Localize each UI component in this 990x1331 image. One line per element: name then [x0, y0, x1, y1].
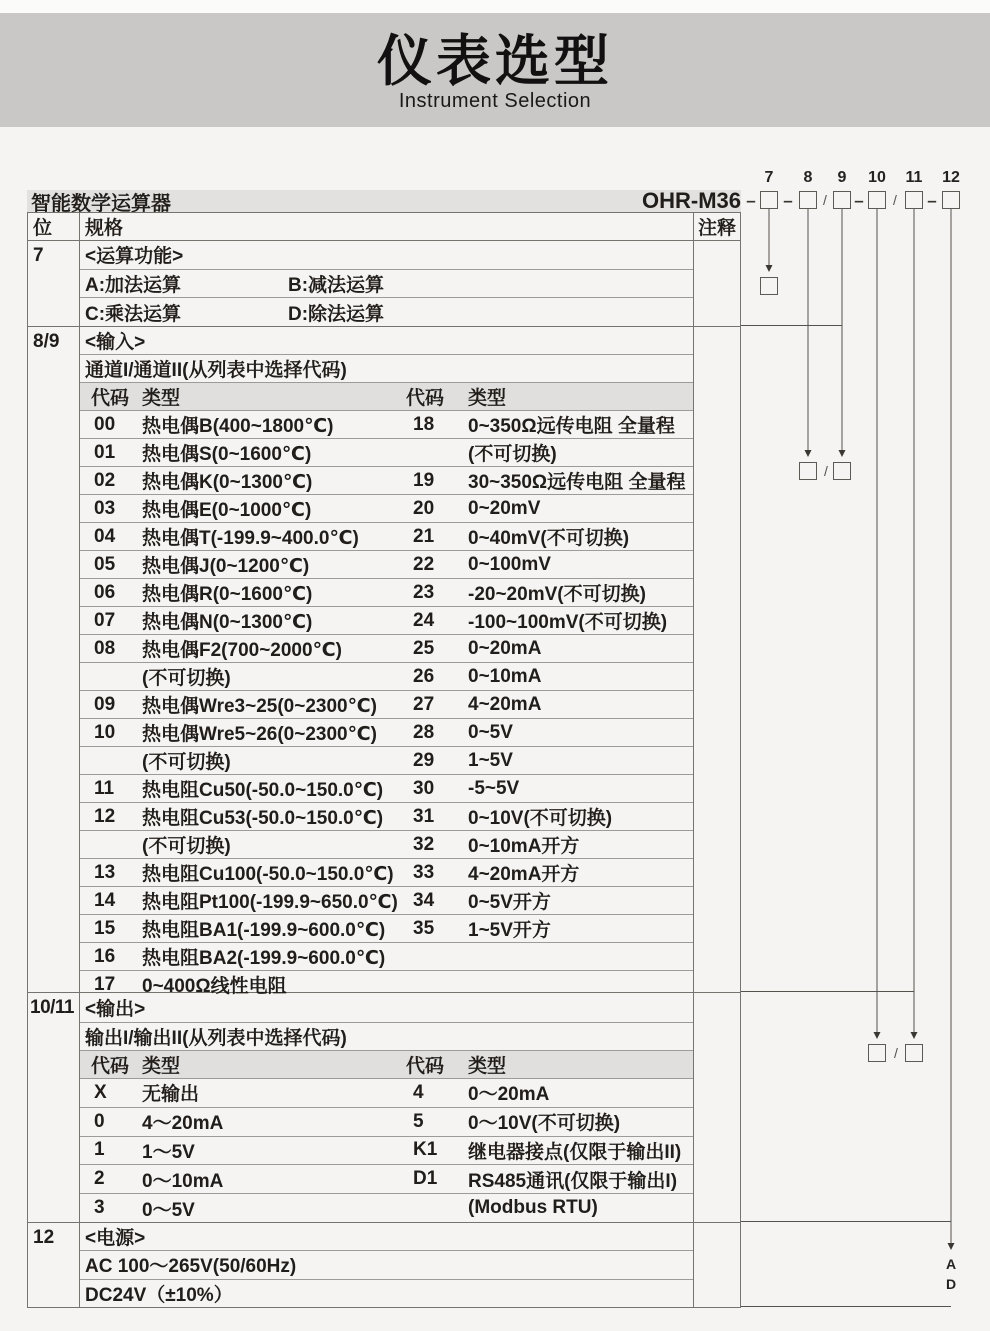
connector-8 — [805, 209, 812, 457]
type-cell: 热电阻BA1(-199.9~600.0℃) — [142, 920, 386, 941]
type-cell: (不可切换) — [468, 444, 557, 465]
output-code-row — [80, 1165, 693, 1194]
type-cell: 0~40mV(不可切换) — [468, 528, 630, 549]
input-code-row — [80, 663, 693, 691]
col-code-2: 代码 — [406, 1056, 445, 1077]
code-cell: 29 — [413, 749, 435, 771]
function-options-cd — [80, 298, 693, 326]
note-cell — [694, 993, 740, 1222]
note-cell — [694, 327, 740, 992]
type-cell: (不可切换) — [142, 668, 231, 689]
type-cell: 0~20mA — [468, 637, 542, 659]
output-code-row — [80, 1079, 693, 1108]
digit-label-9: 9 — [837, 169, 847, 186]
section-title: <输出> — [80, 993, 693, 1023]
answer-box-7 — [760, 277, 778, 295]
code-cell: D1 — [413, 1168, 438, 1190]
code-cell: 28 — [413, 721, 435, 743]
header-note: 注释 — [697, 218, 736, 239]
type-cell: 0~20mV — [468, 497, 541, 519]
power-option-a: A — [945, 1256, 957, 1272]
section-power — [28, 1223, 740, 1307]
type-cell: 0~350Ω远传电阻 全量程 — [468, 416, 675, 437]
code-cell: 5 — [413, 1110, 424, 1132]
type-cell: 0~5V开方 — [468, 892, 551, 913]
input-code-row — [80, 943, 693, 971]
type-cell: 0~400Ω线性电阻 — [142, 976, 287, 997]
code-cell: 30 — [413, 777, 435, 799]
col-code-1: 代码 — [91, 1056, 130, 1077]
code-box-11 — [905, 191, 923, 209]
type-cell: 热电阻Cu100(-50.0~150.0℃) — [142, 864, 394, 885]
answer-slash-10-11: / — [894, 1045, 898, 1061]
page-title: 仪表选型 — [376, 30, 613, 92]
type-cell: 0～10V(不可切换) — [468, 1113, 621, 1135]
code-cell: 25 — [413, 637, 435, 659]
type-cell: 继电器接点(仅限于输出II) — [468, 1141, 682, 1163]
type-cell: 0~5V — [468, 721, 513, 743]
type-cell: 热电偶F2(700~2000℃) — [142, 640, 342, 661]
code-cell: 09 — [94, 693, 116, 715]
input-code-row — [80, 411, 693, 439]
output-code-row — [80, 1137, 693, 1166]
input-code-row — [80, 495, 693, 523]
bit-label: 7 — [28, 241, 80, 326]
code-cell: 12 — [94, 805, 116, 827]
type-cell: 热电偶B(400~1800℃) — [142, 416, 334, 437]
product-band — [27, 188, 741, 215]
code-box-7 — [760, 191, 778, 209]
selection-table — [27, 212, 741, 1308]
type-cell: -100~100mV(不可切换) — [468, 612, 668, 633]
code-cell: 18 — [413, 413, 435, 435]
type-cell: 0～5V — [142, 1199, 195, 1221]
note-cell — [694, 241, 740, 326]
code-cell: 0 — [94, 1110, 105, 1132]
code-cell: 23 — [413, 581, 435, 603]
type-cell: 0～10mA — [142, 1170, 224, 1192]
type-cell: 0~10V(不可切换) — [468, 808, 613, 829]
option-multiply: C:乘法运算 — [85, 303, 182, 325]
type-cell: 热电偶Wre5~26(0~2300℃) — [142, 724, 377, 745]
input-code-row — [80, 803, 693, 831]
input-code-row — [80, 859, 693, 887]
code-cell: 19 — [413, 469, 435, 491]
type-cell: 热电阻Cu53(-50.0~150.0℃) — [142, 808, 384, 829]
answer-box-10 — [868, 1044, 886, 1062]
input-code-row — [80, 607, 693, 635]
answer-box-11 — [905, 1044, 923, 1062]
product-name: 智能数学运算器 — [31, 192, 171, 215]
type-cell: 4~20mA — [468, 693, 542, 715]
type-cell: -5~5V — [468, 777, 520, 799]
code-cell: 3 — [94, 1197, 105, 1219]
input-code-row — [80, 635, 693, 663]
code-cell: 15 — [94, 917, 116, 939]
type-cell: 0~10mA开方 — [468, 836, 580, 857]
section-title: <输入> — [80, 327, 693, 355]
page-subtitle: Instrument Selection — [398, 90, 592, 112]
type-cell: 1~5V开方 — [468, 920, 551, 941]
code-cell: 22 — [413, 553, 435, 575]
power-option-dc: DC24V（±10%） — [85, 1284, 233, 1306]
digit-label-10: 10 — [868, 169, 886, 186]
col-code-2: 代码 — [406, 388, 445, 409]
page-banner — [0, 13, 990, 127]
type-cell: 热电阻Cu50(-50.0~150.0℃) — [142, 780, 384, 801]
code-table-header — [80, 383, 693, 411]
code-cell: 1 — [94, 1139, 105, 1161]
type-cell: RS485通讯(仅限于输出I) — [468, 1170, 678, 1192]
code-cell: 07 — [94, 609, 116, 631]
code-box-8 — [799, 191, 817, 209]
header-spec: 规格 — [80, 213, 694, 240]
code-separator: / — [893, 192, 897, 208]
top-strip — [0, 0, 990, 13]
note-cell — [694, 1223, 740, 1307]
code-cell: 01 — [94, 441, 116, 463]
input-code-row — [80, 831, 693, 859]
code-cell: 03 — [94, 497, 116, 519]
code-cell: 32 — [413, 833, 435, 855]
input-code-row — [80, 719, 693, 747]
input-code-row — [80, 551, 693, 579]
output-code-rows — [80, 1079, 693, 1222]
type-cell: 4～20mA — [142, 1113, 224, 1135]
code-separator: – — [783, 191, 793, 210]
connector-11 — [911, 209, 918, 1039]
product-model-code: OHR-M36 — [641, 188, 741, 213]
type-cell: 热电偶J(0~1200℃) — [142, 556, 310, 577]
type-cell: 1～5V — [142, 1141, 195, 1163]
input-code-row — [80, 523, 693, 551]
code-cell: 02 — [94, 469, 116, 491]
input-code-rows — [80, 411, 693, 998]
answer-box-9 — [833, 462, 851, 480]
connector-12 — [948, 209, 955, 1250]
connector-9 — [839, 209, 846, 457]
input-code-row — [80, 467, 693, 495]
code-table-header — [80, 1051, 693, 1079]
option-add: A:加法运算 — [85, 275, 182, 296]
digit-label-11: 11 — [905, 169, 923, 186]
type-cell: 热电阻Pt100(-199.9~650.0℃) — [142, 892, 398, 913]
code-cell: 34 — [413, 889, 435, 911]
type-cell: 热电偶R(0~1600℃) — [142, 584, 313, 605]
code-cell: 06 — [94, 581, 116, 603]
input-code-row — [80, 775, 693, 803]
input-code-row — [80, 439, 693, 467]
connector-7 — [766, 209, 773, 272]
input-code-row — [80, 579, 693, 607]
code-separator: – — [746, 191, 756, 210]
section-input — [28, 327, 740, 997]
code-cell: 11 — [94, 777, 115, 799]
code-cell: 20 — [413, 497, 435, 519]
option-divide: D:除法运算 — [288, 303, 385, 325]
section-function — [28, 241, 740, 327]
output-code-row — [80, 1108, 693, 1137]
code-cell: 05 — [94, 553, 116, 575]
bit-label: 10/11 — [28, 993, 80, 1222]
bit-label: 8/9 — [28, 327, 80, 992]
table-header-row — [28, 213, 740, 241]
type-cell: 0~10mA — [468, 665, 542, 687]
col-type-2: 类型 — [468, 388, 507, 409]
type-cell: 热电偶S(0~1600℃) — [142, 444, 312, 465]
code-cell: 27 — [413, 693, 435, 715]
col-type-2: 类型 — [468, 1056, 507, 1077]
code-cell: 21 — [413, 525, 435, 547]
code-cell: 13 — [94, 861, 116, 883]
code-cell: 31 — [413, 805, 435, 827]
code-cell: 4 — [413, 1081, 424, 1103]
output-code-row — [80, 1194, 693, 1222]
type-cell: 无输出 — [142, 1084, 200, 1106]
code-cell: 24 — [413, 609, 435, 631]
type-cell: (Modbus RTU) — [468, 1197, 598, 1219]
input-code-row — [80, 915, 693, 943]
type-cell: 0～20mA — [468, 1084, 550, 1106]
type-cell: 0~100mV — [468, 553, 551, 575]
section-output — [28, 993, 740, 1223]
code-cell: 17 — [94, 973, 116, 995]
col-type-1: 类型 — [142, 1056, 181, 1077]
connector-10 — [874, 209, 881, 1039]
digit-label-7: 7 — [764, 169, 774, 186]
option-subtract: B:减法运算 — [288, 275, 385, 296]
type-cell: 热电偶K(0~1300℃) — [142, 472, 313, 493]
type-cell: 热电偶T(-199.9~400.0℃) — [142, 528, 359, 549]
type-cell: -20~20mV(不可切换) — [468, 584, 646, 605]
code-cell: 2 — [94, 1168, 105, 1190]
section-title: <电源> — [80, 1223, 693, 1251]
type-cell: 热电偶Wre3~25(0~2300℃) — [142, 696, 377, 717]
code-box-12 — [942, 191, 960, 209]
header-bit: 位 — [28, 213, 80, 240]
code-cell: 08 — [94, 637, 116, 659]
type-cell: 热电偶E(0~1000℃) — [142, 500, 312, 521]
code-cell: 14 — [94, 889, 116, 911]
type-cell: 热电偶N(0~1300℃) — [142, 612, 313, 633]
section-title: <运算功能> — [80, 241, 693, 270]
input-code-row — [80, 747, 693, 775]
function-options-ab — [80, 270, 693, 299]
code-cell: 00 — [94, 413, 116, 435]
code-cell: 04 — [94, 525, 116, 547]
code-cell: 26 — [413, 665, 435, 687]
code-cell: 16 — [94, 945, 116, 967]
type-cell: 30~350Ω远传电阻 全量程 — [468, 472, 686, 493]
col-type-1: 类型 — [142, 388, 181, 409]
input-code-row — [80, 691, 693, 719]
type-cell: 4~20mA开方 — [468, 864, 580, 885]
code-cell: K1 — [413, 1139, 438, 1161]
type-cell: 1~5V — [468, 749, 513, 771]
power-option-ac: AC 100～265V(50/60Hz) — [80, 1251, 693, 1279]
code-separator: – — [927, 191, 937, 210]
answer-box-8 — [799, 462, 817, 480]
bit-label: 12 — [28, 1223, 80, 1307]
type-cell: (不可切换) — [142, 752, 231, 773]
type-cell: (不可切换) — [142, 836, 231, 857]
digit-label-12: 12 — [942, 169, 960, 186]
code-separator: – — [854, 191, 864, 210]
answer-slash-8-9: / — [824, 463, 828, 479]
digit-label-8: 8 — [803, 169, 813, 186]
col-code-1: 代码 — [91, 388, 130, 409]
code-box-9 — [833, 191, 851, 209]
code-cell: 35 — [413, 917, 435, 939]
code-cell: 33 — [413, 861, 435, 883]
power-option-d: D — [945, 1276, 957, 1292]
code-box-10 — [868, 191, 886, 209]
input-code-row — [80, 887, 693, 915]
type-cell: 热电阻BA2(-199.9~600.0℃) — [142, 948, 386, 969]
code-separator: / — [823, 192, 827, 208]
code-cell: X — [94, 1081, 107, 1103]
code-cell: 10 — [94, 721, 116, 743]
section-subtitle: 通道I/通道II(从列表中选择代码) — [80, 355, 693, 383]
section-subtitle: 输出I/输出II(从列表中选择代码) — [80, 1023, 693, 1051]
